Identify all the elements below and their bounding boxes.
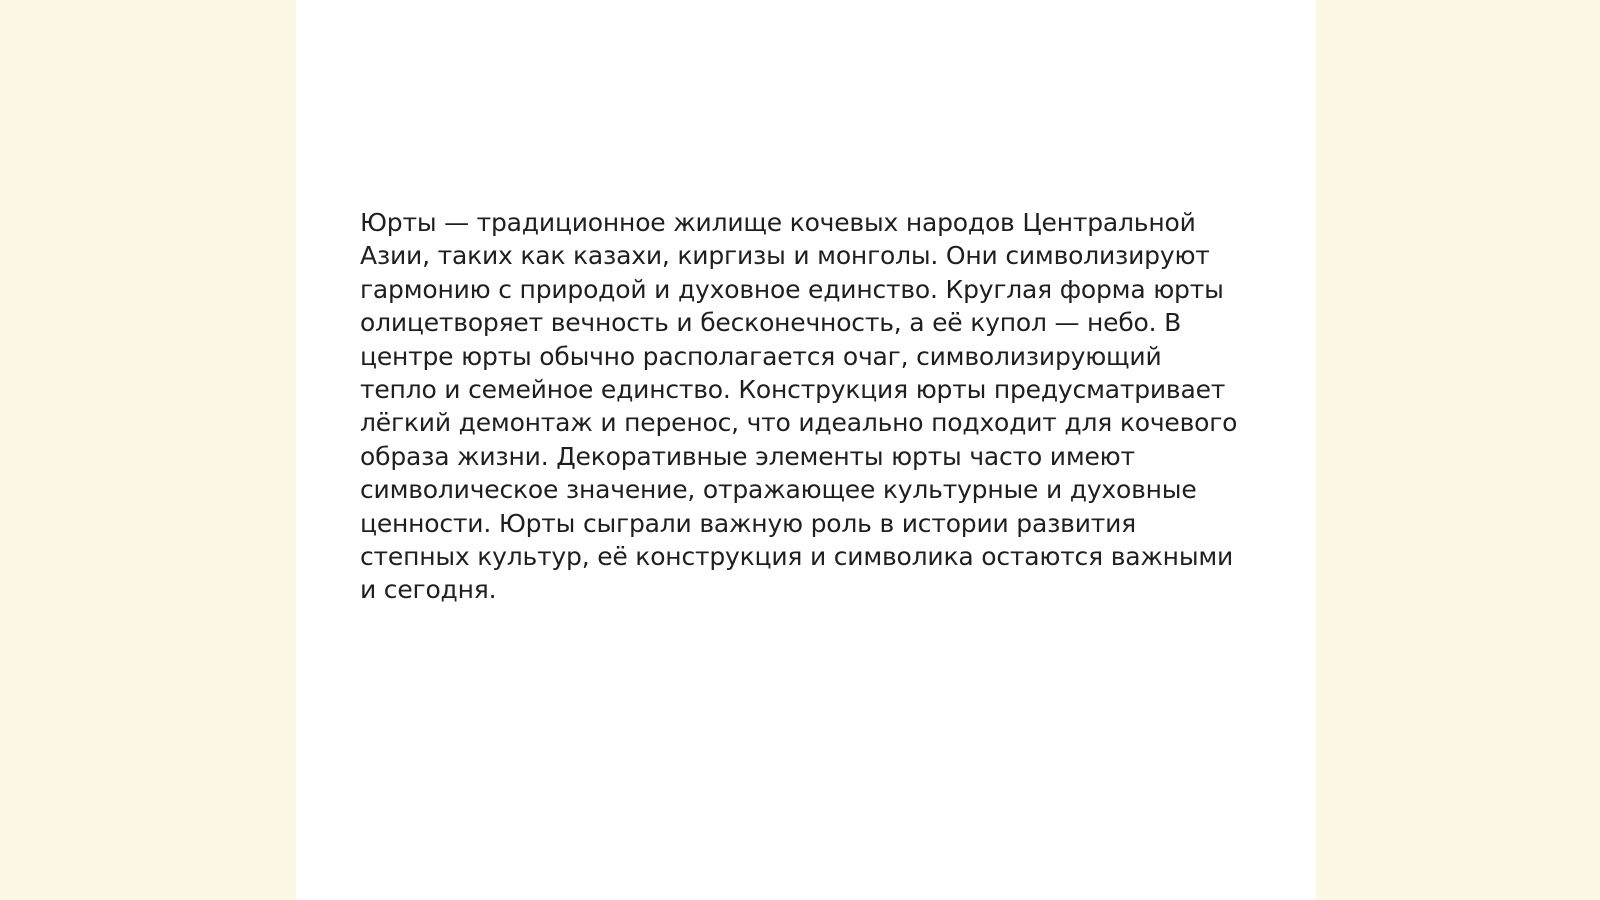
slide-body-text: Юрты — традиционное жилище кочевых народов Центральной Азии, таких как казахи, киргизы и монголы. Они символизируют гармонию с природой и духовное единство. Круглая форма юрты олицетворяет вечность и бесконечность, а её купол — небо. В центре юрты обычно располагается очаг, символизирующий тепло и семейное единство. Конструкция юрты предусматривает лёгкий демонтаж и перенос, что идеально подходит для кочевого образа жизни. Декоративные элементы юрты часто имеют символическое значение, отражающее культурные и духовные ценности. Юрты сыграли важную роль в истории развития степных культур, её конструкция и символика остаются важными и сегодня. — [360, 208, 1238, 605]
